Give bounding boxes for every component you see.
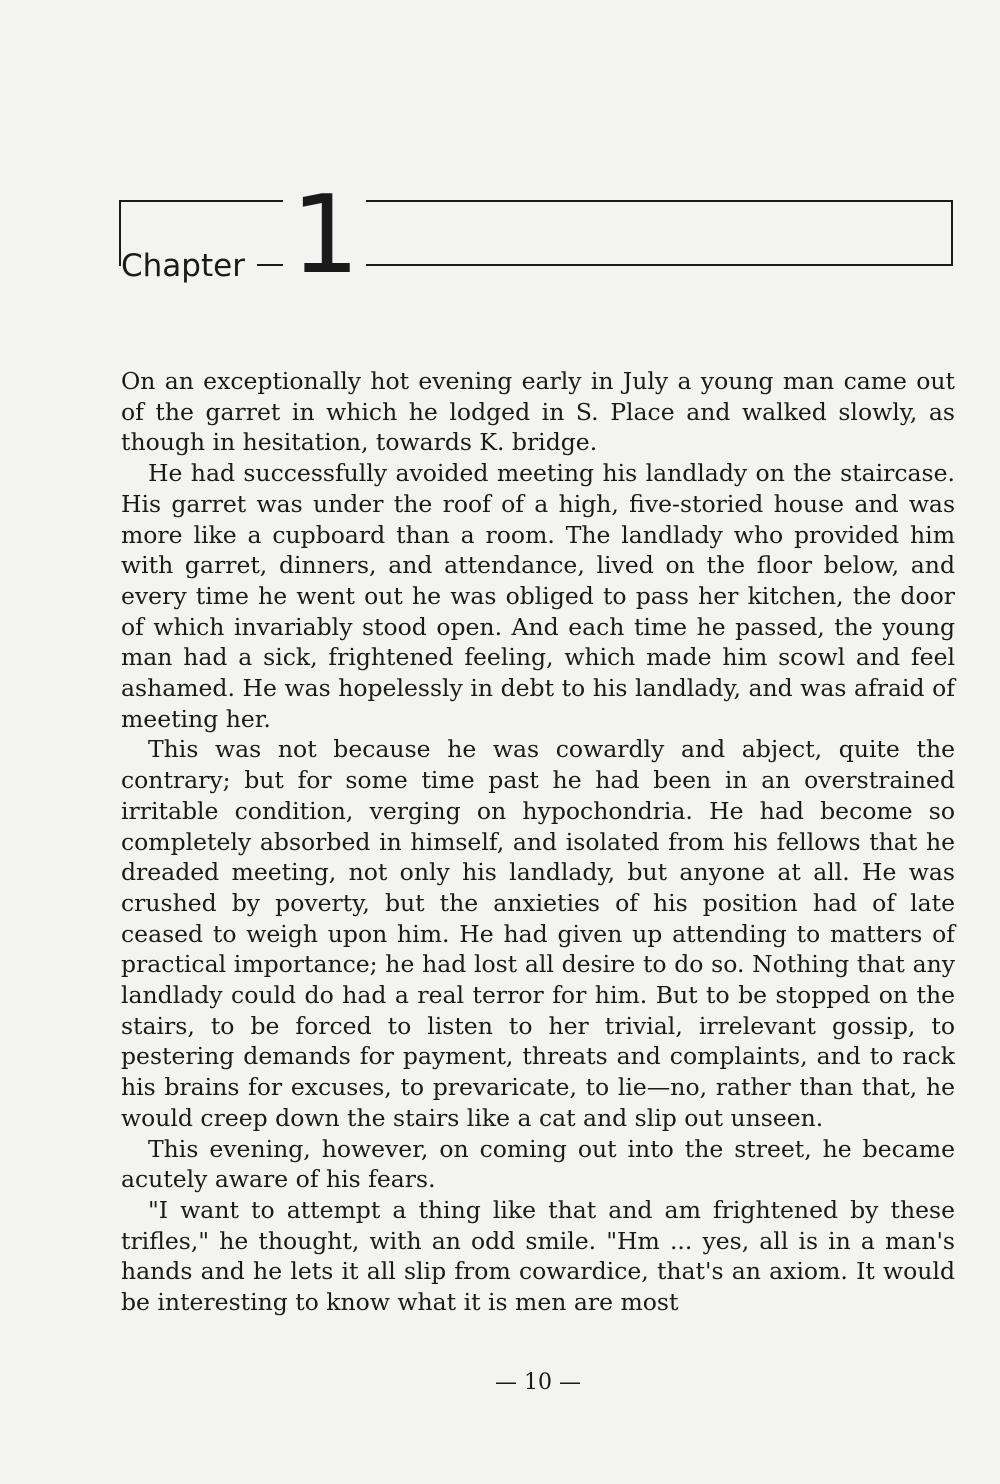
paragraph: On an exceptionally hot evening early in July a young man came out of the garret in which he lodged in S. Place and walked slowly, as though in hesitation, towards K. bridge. [121,367,955,457]
paragraph: "I want to attempt a thing like that and am frightened by these trifles," he thought, with an odd smile. "Hm ... yes, all is in a man's hands and he lets it all slip from cowardice, that's an axiom. It would be interesting to know what it is men are most [121,1195,955,1317]
paragraph: He had successfully avoided meeting his landlady on the staircase. His garret was under the roof of a high, five-storied house and was more like a cupboard than a room. The landlady who provided him with garret, dinners, and attendance, lived on the floor below, and every time he went out he was obliged to pass her kitchen, the door of which invariably stood open. And each time he passed, the young man had a sick, frightened feeling, which made him scowl and feel ashamed. He was hopelessly in debt to his landlady, and was afraid of meeting her. [121,459,955,733]
chapter-label: Chapter [121,248,257,284]
paragraph: This was not because he was cowardly and abject, quite the contrary; but for some time past he had been in an overstrained irritable condition, verging on hypochondria. He had become so completely absorbed in himself, and isolated from his fellows that he dreaded meeting, not only his landlady, but anyone at all. He was crushed by poverty, but the anxieties of his position had of late ceased to weigh upon him. He had given up attending to matters of practical importance; he had lost all desire to do so. Nothing that any landlady could do had a real terror for him. But to be stopped on the stairs, to be forced to listen to her trivial, irrelevant gossip, to pestering demands for payment, threats and complaints, and to rack his brains for excuses, to prevaricate, to lie—no, rather than that, he would creep down the stairs like a cat and slip out unseen. [121,735,955,1132]
page-number: — 10 — [495,1370,581,1395]
chapter-heading [119,173,955,298]
body-text [121,366,955,1318]
paragraph: This evening, however, on coming out into the street, he became acutely aware of his fears. [121,1134,955,1194]
chapter-number: 1 [283,182,366,290]
